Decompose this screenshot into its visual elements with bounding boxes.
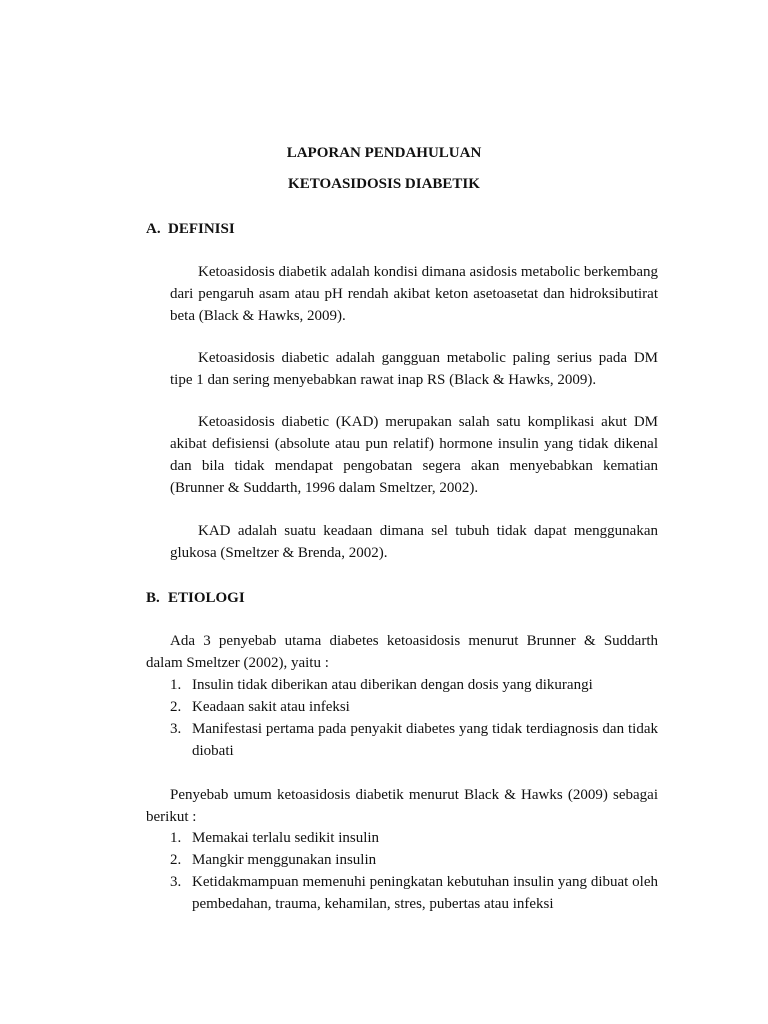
paragraph-text: Ada 3 penyebab utama diabetes ketoasidosis menurut Brunner & Suddarth dalam Smeltzer (2002), yaitu : <box>146 633 658 671</box>
list-item-text: Mangkir menggunakan insulin <box>192 852 377 868</box>
definition-paragraph-3 <box>170 411 658 499</box>
document-subtitle: KETOASIDOSIS DIABETIK <box>288 176 480 192</box>
etiology-list-2 <box>170 827 658 915</box>
list-item <box>170 849 658 871</box>
paragraph-text: KAD adalah suatu keadaan dimana sel tubuh tidak dapat menggunakan glukosa (Smeltzer & Brenda, 2002). <box>170 523 658 561</box>
paragraph-text: Ketoasidosis diabetik adalah kondisi dimana asidosis metabolic berkembang dari pengaruh asam atau pH rendah akibat keton asetoasetat dan hidroksibutirat beta (Black & Hawks, 2009). <box>170 264 658 324</box>
list-item-text: Keadaan sakit atau infeksi <box>192 699 350 715</box>
section-a-title: DEFINISI <box>168 221 235 237</box>
paragraph-text: Ketoasidosis diabetic adalah gangguan metabolic paling serius pada DM tipe 1 dan sering menyebabkan rawat inap RS (Black & Hawks, 2009). <box>170 350 658 388</box>
paragraph-text: Penyebab umum ketoasidosis diabetik menurut Black & Hawks (2009) sebagai berikut : <box>146 787 658 825</box>
definition-paragraph-2 <box>170 347 658 391</box>
definition-paragraph-4 <box>170 520 658 564</box>
list-item <box>170 718 658 762</box>
etiology-intro-2 <box>146 784 658 828</box>
etiology-intro-1 <box>146 630 658 674</box>
list-item-number: 2. <box>170 699 182 715</box>
list-item-text: Ketidakmampuan memenuhi peningkatan kebutuhan insulin yang dibuat oleh pembedahan, trauma, kehamilan, stres, pubertas atau infeksi <box>192 874 658 912</box>
list-item-number: 2. <box>170 852 182 868</box>
section-a-heading <box>146 219 235 239</box>
list-item <box>170 674 658 696</box>
paragraph-text: Ketoasidosis diabetic (KAD) merupakan salah satu komplikasi akut DM akibat defisiensi (absolute atau pun relatif) hormone insulin yang tidak dikenal dan bila tidak mendapat pengobatan segera akan menyebabkan kematian (Brunner & Suddarth, 1996 dalam Smeltzer, 2002). <box>170 414 658 496</box>
list-item-number: 3. <box>170 721 182 737</box>
list-item-text: Manifestasi pertama pada penyakit diabetes yang tidak terdiagnosis dan tidak diobati <box>192 721 658 759</box>
list-item <box>170 871 658 915</box>
list-item-text: Insulin tidak diberikan atau diberikan dengan dosis yang dikurangi <box>192 677 593 693</box>
document-title: LAPORAN PENDAHULUAN <box>286 145 482 161</box>
section-b-letter: B. <box>146 590 160 606</box>
section-a-letter: A. <box>146 221 161 237</box>
list-item-number: 1. <box>170 677 182 693</box>
list-item <box>170 696 658 718</box>
list-item-number: 3. <box>170 874 182 890</box>
definition-paragraph-1 <box>170 261 658 327</box>
list-item-text: Memakai terlalu sedikit insulin <box>192 830 380 846</box>
list-item <box>170 827 658 849</box>
section-b-title: ETIOLOGI <box>168 590 245 606</box>
list-item-number: 1. <box>170 830 182 846</box>
etiology-list-1 <box>170 674 658 762</box>
section-b-heading <box>146 588 245 608</box>
